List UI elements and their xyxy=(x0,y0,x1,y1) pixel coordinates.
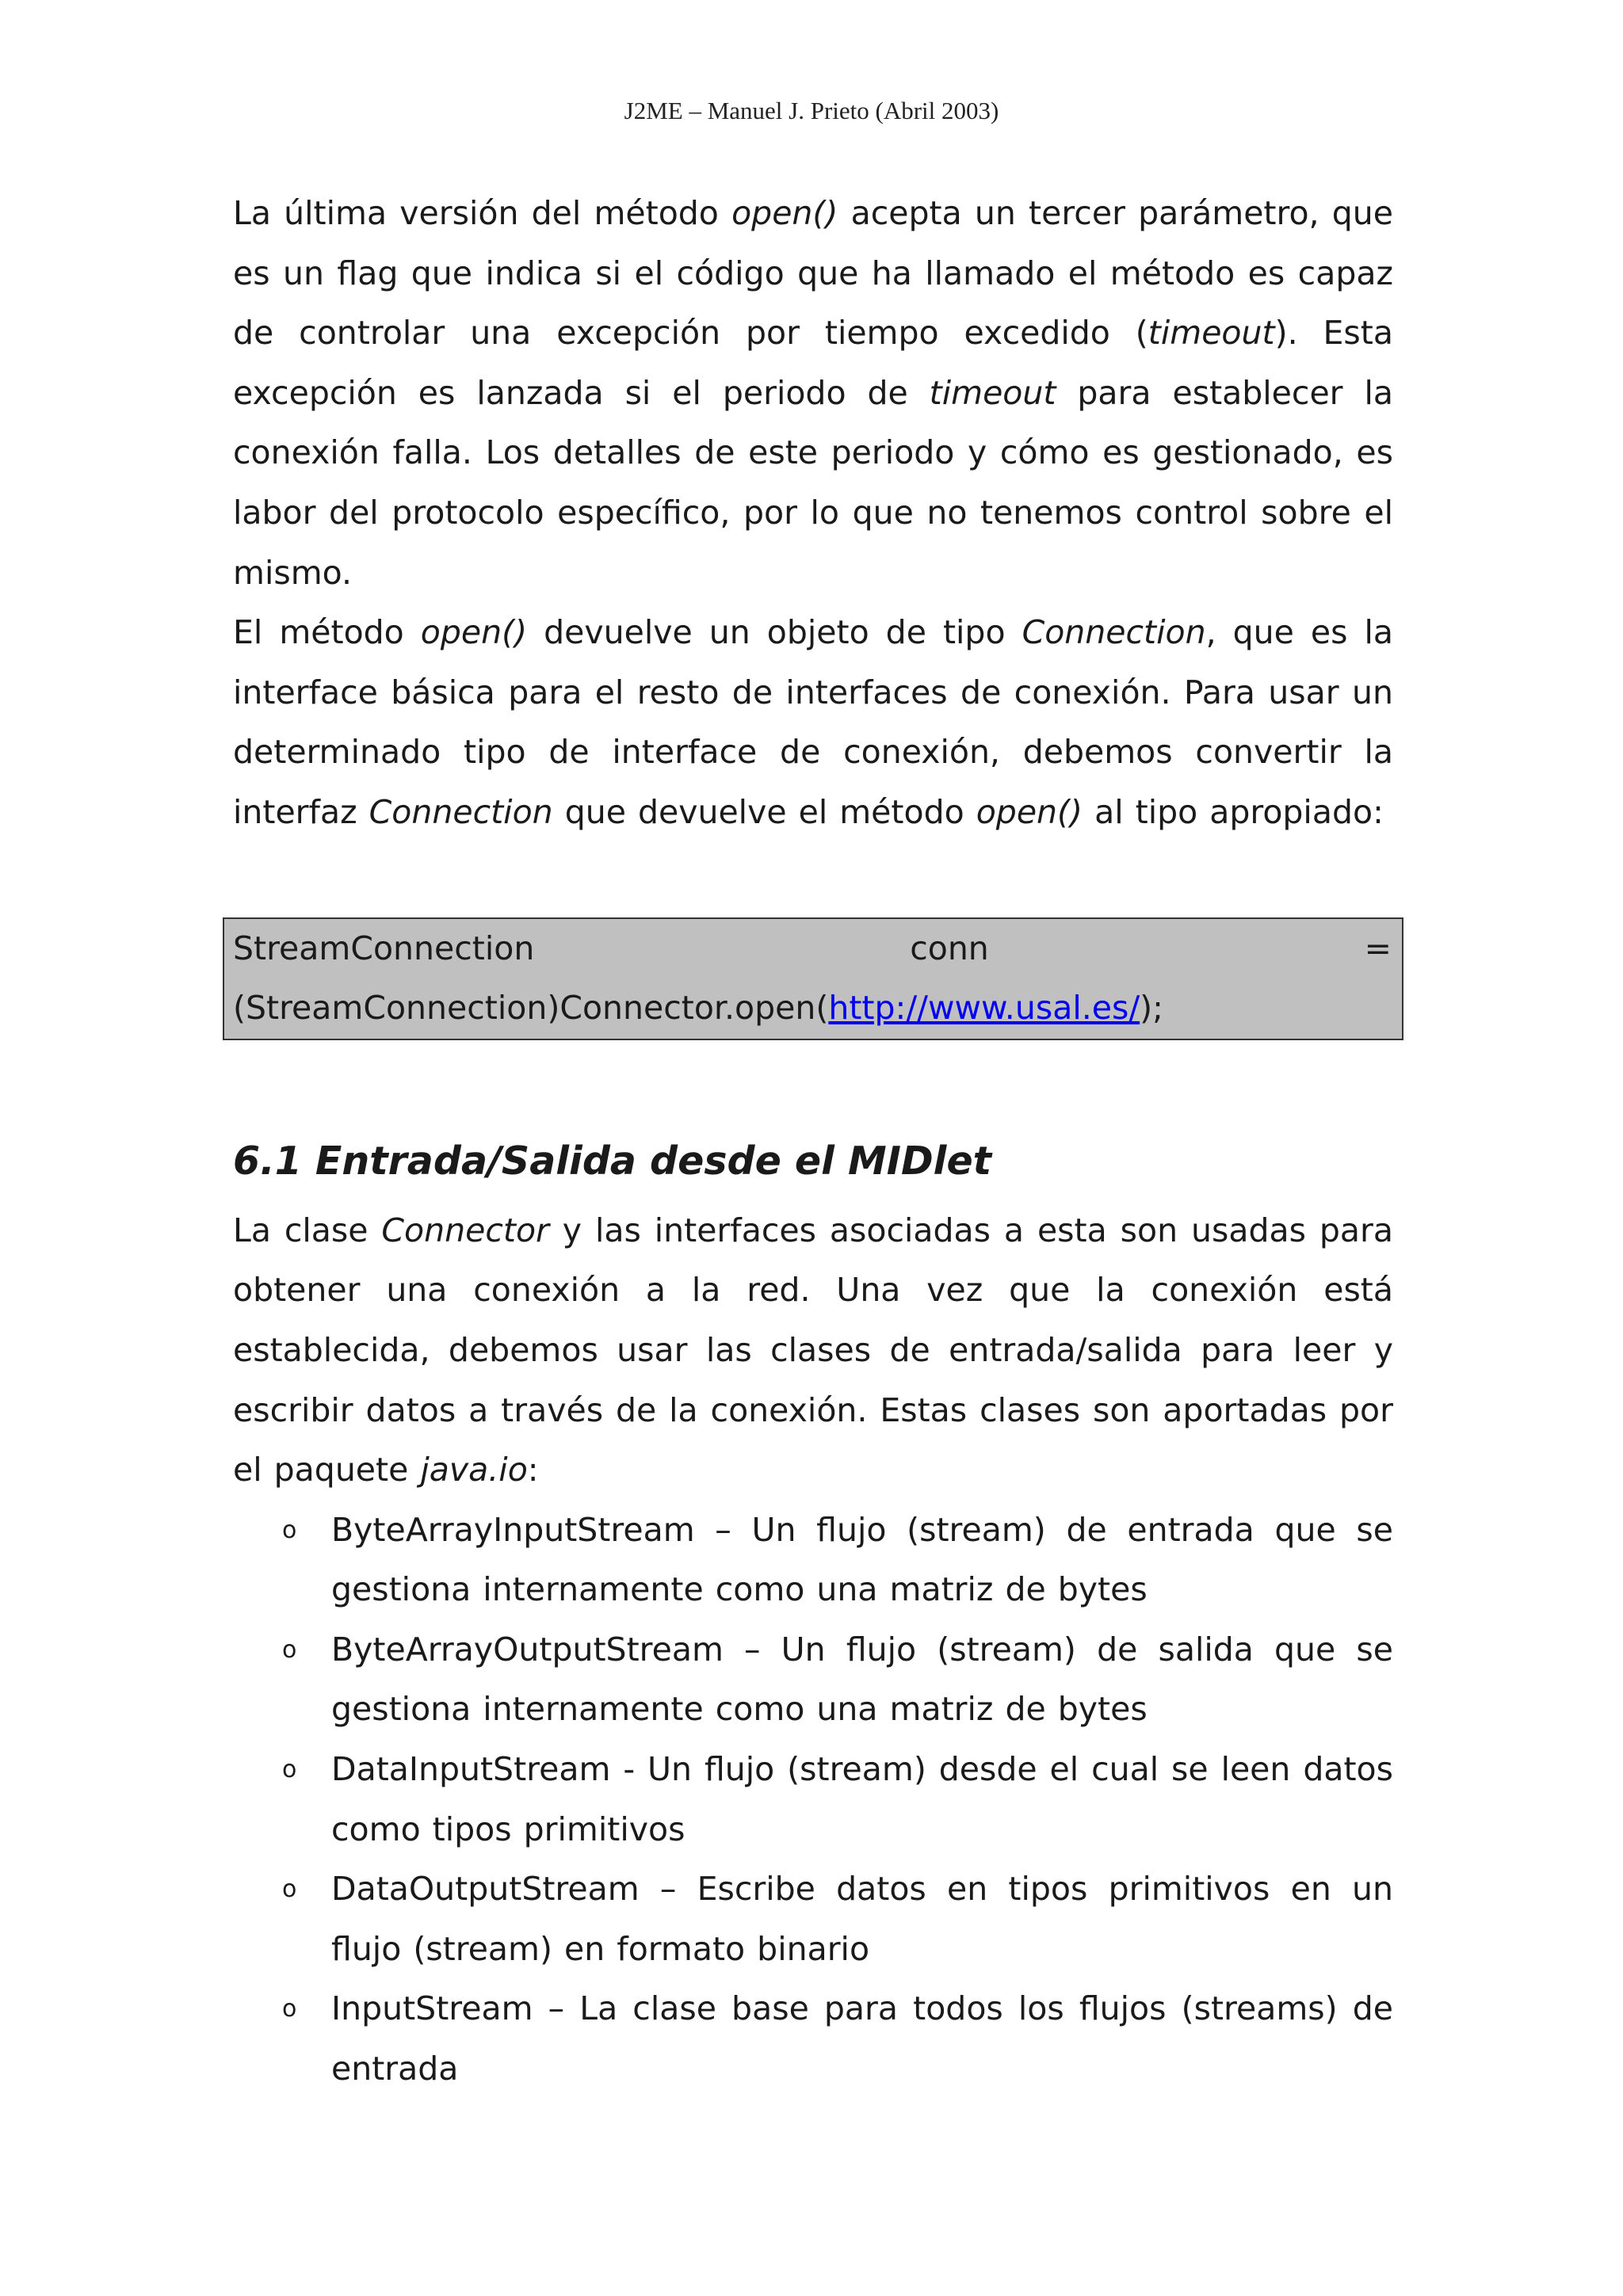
text-run: que devuelve el método xyxy=(552,792,976,831)
bullet-circle-icon: o xyxy=(282,1756,297,1784)
italic-term: timeout xyxy=(929,373,1056,412)
paragraph-connection xyxy=(233,603,1393,842)
code-token-variable: conn xyxy=(910,929,989,967)
paragraph-connector-io xyxy=(233,1201,1393,1501)
code-call-prefix: (StreamConnection)Connector.open( xyxy=(233,989,829,1028)
text-run: , que es la interface básica para el resto de interfaces de conexión. Para usar un determinado tipo de interface de conexión, debemos convertir la interfaz xyxy=(233,613,1394,831)
text-run: al tipo apropiado: xyxy=(1083,792,1384,831)
italic-term: open() xyxy=(976,792,1083,831)
italic-term: open() xyxy=(420,613,528,652)
italic-term: timeout xyxy=(1148,314,1275,353)
list-item-text: DataInputStream - Un flujo (stream) desde el cual se leen datos como tipos primitivos xyxy=(331,1750,1393,1848)
list-item xyxy=(233,1740,1393,1859)
italic-term: Connector xyxy=(381,1211,549,1249)
list-item-text: ByteArrayInputStream – Un flujo (stream) de entrada que se gestiona internamente como una matriz de bytes xyxy=(331,1510,1393,1609)
text-run: La clase xyxy=(233,1211,382,1249)
text-run: El método xyxy=(233,613,421,652)
list-item-text: InputStream – La clase base para todos los flujos (streams) de entrada xyxy=(331,1989,1393,2088)
bullet-circle-icon: o xyxy=(282,1875,297,1904)
code-call-suffix: ); xyxy=(1140,989,1163,1028)
italic-term: open() xyxy=(731,194,838,232)
code-token-type: StreamConnection xyxy=(233,929,535,967)
italic-term: Connection xyxy=(1022,613,1206,652)
list-item-text: ByteArrayOutputStream – Un flujo (stream) de salida que se gestiona internamente como una matriz de bytes xyxy=(331,1630,1393,1729)
text-run: acepta un tercer parámetro, que es un flag que indica si el código que ha llamado el método es capaz de controlar una excepción por tiempo excedido ( xyxy=(233,194,1393,353)
usal-url-link[interactable]: http://www.usal.es/ xyxy=(828,989,1140,1028)
text-run: La última versión del método xyxy=(233,194,732,232)
text-run: para establecer la conexión falla. Los detalles de este periodo y cómo es gestionado, es labor del protocolo específico, por lo que no tenemos control sobre el mismo. xyxy=(233,373,1393,592)
section-heading: 6.1 Entrada/Salida desde el MIDlet xyxy=(233,1138,992,1184)
list-item xyxy=(233,1620,1393,1740)
text-run: ). Esta excepción es lanzada si el periodo de xyxy=(233,314,1393,412)
italic-term: java.io xyxy=(420,1451,528,1489)
list-item xyxy=(233,1859,1393,1979)
italic-term: Connection xyxy=(369,792,553,831)
code-line-2 xyxy=(233,978,1392,1039)
page-header: J2ME – Manuel J. Prieto (Abril 2003) xyxy=(624,97,999,124)
text-run: y las interfaces asociadas a esta son usadas para obtener una conexión a la red. Una vez que la conexión está establecida, debemos usar las clases de entrada/salida para leer y escribir datos a través de la conexión. Estas clases son aportadas por el paquete xyxy=(233,1211,1393,1489)
bullet-circle-icon: o xyxy=(282,1995,297,2023)
code-token-equals: = xyxy=(1364,929,1392,967)
stream-class-list xyxy=(233,1501,1393,2100)
list-item xyxy=(233,1979,1393,2099)
list-item xyxy=(233,1501,1393,1620)
bullet-circle-icon: o xyxy=(282,1635,297,1664)
bullet-circle-icon: o xyxy=(282,1516,297,1544)
paragraph-open-timeout xyxy=(233,184,1393,603)
text-run: : xyxy=(527,1451,539,1489)
list-item-text: DataOutputStream – Escribe datos en tipos primitivos en un flujo (stream) en formato binario xyxy=(331,1870,1393,1968)
text-run: devuelve un objeto de tipo xyxy=(527,613,1022,652)
code-line-1 xyxy=(233,919,1392,979)
code-example-box xyxy=(223,917,1403,1040)
document-body xyxy=(233,184,1393,2100)
